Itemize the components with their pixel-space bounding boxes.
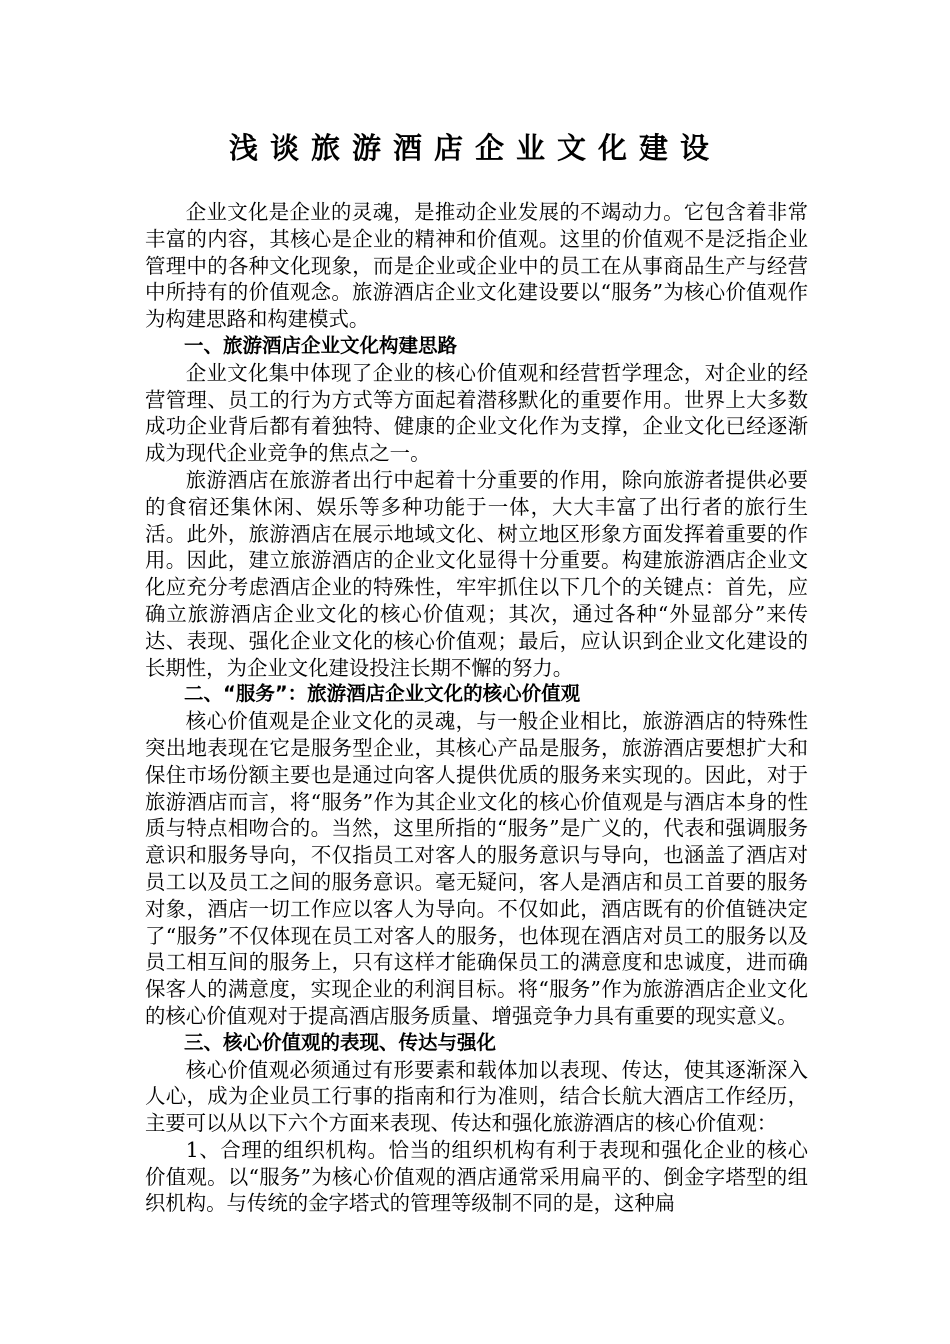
section-heading-3: 三、核心价值观的表现、传达与强化	[184, 1030, 497, 1054]
list-item-paragraph: 1、合理的组织机构。恰当的组织机构有利于表现和强化企业的核心价值观。以“服务”为核心价值观的酒店通常采用扁平的、倒金字塔型的组织机构。与传统的金字塔式的管理等级制不同的是，这种扁	[145, 1137, 808, 1216]
document-body	[145, 199, 808, 1217]
intro-paragraph: 企业文化是企业的灵魂，是推动企业发展的不竭动力。它包含着非常丰富的内容，其核心是企业的精神和价值观。这里的价值观不是泛指企业管理中的各种文化现象，而是企业或企业中的员工在从事商品生产与经营中所持有的价值观念。旅游酒店企业文化建设要以“服务”为核心价值观作为构建思路和构建模式。	[145, 200, 808, 332]
document-title: 浅谈旅游酒店企业文化建设	[228, 131, 721, 165]
body-paragraph: 企业文化集中体现了企业的核心价值观和经营哲学理念，对企业的经营管理、员工的行为方式等方面起着潜移默化的重要作用。世界上大多数成功企业背后都有着独特、健康的企业文化作为支撑，企业文化已经逐渐成为现代企业竞争的焦点之一。	[145, 360, 808, 466]
section-heading-2: 二、“服务”：旅游酒店企业文化的核心价值观	[184, 682, 581, 706]
section-heading-1: 一、旅游酒店企业文化构建思路	[184, 333, 458, 357]
body-paragraph: 核心价值观是企业文化的灵魂，与一般企业相比，旅游酒店的特殊性突出地表现在它是服务型企业，其核心产品是服务，旅游酒店要想扩大和保住市场份额主要也是通过向客人提供优质的服务来实现的。因此，对于旅游酒店而言，将“服务”作为其企业文化的核心价值观是与酒店本身的性质与特点相吻合的。当然，这里所指的“服务”是广义的，代表和强调服务意识和服务导向，不仅指员工对客人的服务意识与导向，也涵盖了酒店对员工以及员工之间的服务意识。毫无疑问，客人是酒店和员工首要的服务对象，酒店一切工作应以客人为导向。不仅如此，酒店既有的价值链决定了“服务”不仅体现在员工对客人的服务，也体现在酒店对员工的服务以及员工相互间的服务上，只有这样才能确保员工的满意度和忠诚度，进而确保客人的满意度，实现企业的利润目标。将“服务”作为旅游酒店企业文化的核心价值观对于提高酒店服务质量、增强竞争力具有重要的现实意义。	[145, 709, 808, 1028]
body-paragraph: 核心价值观必须通过有形要素和载体加以表现、传达，使其逐渐深入人心，成为企业员工行事的指南和行为准则，结合长航大酒店工作经历，主要可以从以下六个方面来表现、传达和强化旅游酒店的核心价值观：	[145, 1057, 808, 1136]
body-paragraph: 旅游酒店在旅游者出行中起着十分重要的作用，除向旅游者提供必要的食宿还集休闲、娱乐等多种功能于一体，大大丰富了出行者的旅行生活。此外，旅游酒店在展示地域文化、树立地区形象方面发挥着重要的作用。因此，建立旅游酒店的企业文化显得十分重要。构建旅游酒店企业文化应充分考虑酒店企业的特殊性，牢牢抓住以下几个的关键点：首先，应确立旅游酒店企业文化的核心价值观；其次，通过各种“外显部分”来传达、表现、强化企业文化的核心价值观；最后，应认识到企业文化建设的长期性，为企业文化建设投注长期不懈的努力。	[145, 467, 808, 680]
